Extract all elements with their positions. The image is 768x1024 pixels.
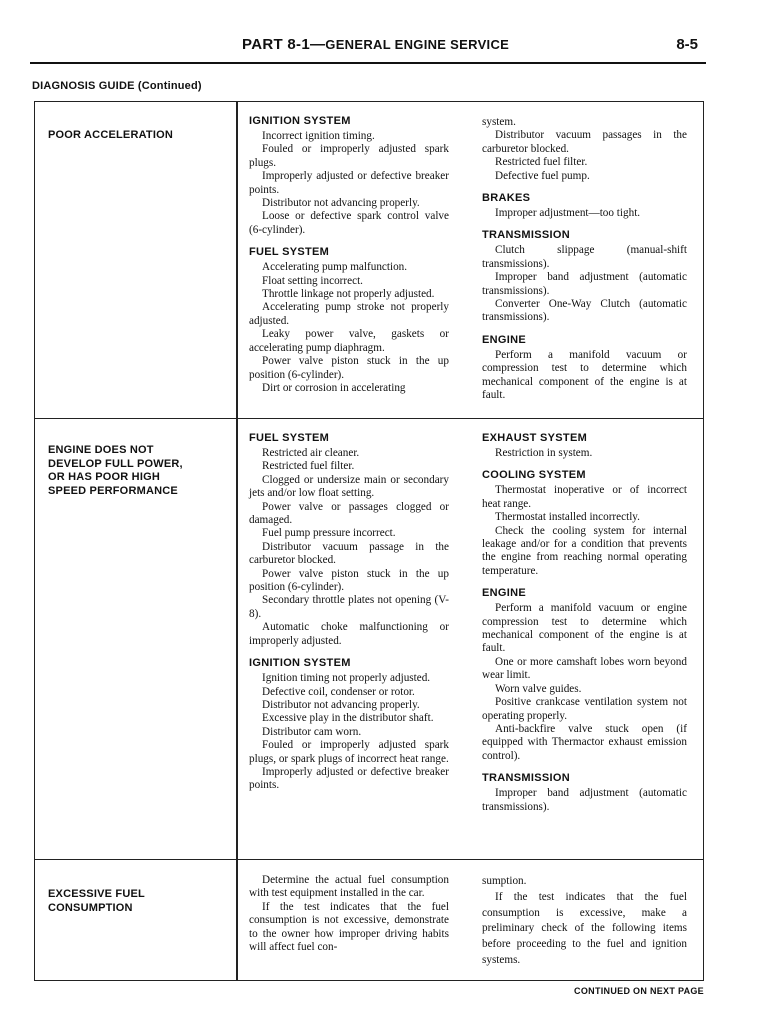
cause-item: Power valve piston stuck in the up position (6-cylinder). [249, 355, 449, 381]
cause-item: One or more camshaft lobes worn beyond wear limit. [482, 655, 687, 682]
cause-item: Perform a manifold vacuum or compression test to determine which mechanical component of the engine is at fault. [482, 348, 687, 402]
cause-item: Distributor cam worn. [262, 725, 362, 738]
header-rule [30, 62, 706, 64]
cause-item: Restricted air cleaner. [262, 447, 360, 459]
cause-group [249, 431, 449, 648]
cause-item: Clogged or undersize main or secondary jets and/or low float setting. [249, 473, 449, 500]
cause-item: Distributor not advancing properly. [262, 698, 420, 711]
condition-line: DEVELOP FULL POWER, [48, 457, 183, 470]
cause-item: Distributor vacuum passages in the carburetor blocked. [482, 129, 687, 155]
cause-item: Leaky power valve, gaskets or accelerating pump diaphragm. [249, 328, 449, 354]
cause-item: Power valve or passages clogged or damaged. [249, 500, 449, 527]
cause-item: Throttle linkage not properly adjusted. [262, 288, 435, 301]
cause-group [482, 333, 687, 403]
cause-item: Accelerating pump stroke not properly adjusted. [249, 301, 449, 327]
continued-note: CONTINUED ON NEXT PAGE [574, 986, 704, 996]
cause-item: Float setting incorrect. [262, 274, 363, 287]
condition-line: SPEED PERFORMANCE [48, 484, 178, 497]
cause-column-right [482, 116, 687, 411]
cause-column-left [249, 874, 449, 962]
cause-item: Dirt or corrosion in accelerating [262, 381, 406, 394]
cause-item: Secondary throttle plates not opening (V-8). [249, 594, 449, 620]
cause-group [482, 431, 687, 460]
cause-column-left [249, 431, 449, 801]
cause-item: Determine the actual fuel consumption with test equipment installed in the car. [249, 874, 449, 900]
cause-item: Power valve piston stuck in the up position (6-cylinder). [249, 567, 449, 594]
condition-cell [48, 129, 223, 143]
cause-item: Loose or defective spark control valve (6-cylinder). [249, 210, 449, 236]
cause-item: Anti-backfire valve stuck open (if equipped with Thermactor exhaust emission control). [482, 722, 687, 762]
cause-group [249, 656, 449, 793]
group-heading: IGNITION SYSTEM [249, 657, 351, 670]
diagnosis-row-fuel-consumption [35, 860, 703, 982]
group-heading: TRANSMISSION [482, 772, 570, 785]
cause-item: Improperly adjusted or defective breaker points. [249, 765, 449, 792]
cause-group [482, 191, 687, 220]
group-heading: ENGINE [482, 333, 526, 346]
cause-item: Thermostat inoperative or of incorrect heat range. [482, 484, 687, 510]
cause-item: Distributor not advancing properly. [262, 197, 420, 210]
cause-group [482, 468, 687, 578]
group-heading: FUEL SYSTEM [249, 246, 330, 259]
cause-item: Restricted fuel filter. [495, 156, 588, 169]
cause-item: Improperly adjusted or defective breaker points. [249, 170, 449, 196]
part-number: PART 8-1 [242, 36, 310, 53]
condition-line: CONSUMPTION [48, 901, 133, 914]
cause-column-left [249, 114, 449, 403]
page-number: 8-5 [676, 36, 698, 53]
page-header [0, 36, 768, 60]
diagnosis-table [34, 101, 704, 981]
section-title: DIAGNOSIS GUIDE (Continued) [32, 80, 202, 92]
cause-group [482, 771, 687, 814]
cause-group [249, 245, 449, 395]
condition-line: ENGINE DOES NOT [48, 444, 154, 456]
cause-item: Ignition timing not properly adjusted. [262, 672, 431, 685]
condition-line: EXCESSIVE FUEL [48, 888, 145, 900]
cause-column-right [482, 431, 687, 822]
cause-item: Restricted fuel filter. [262, 460, 355, 473]
condition-line: OR HAS POOR HIGH [48, 471, 160, 483]
group-heading: IGNITION SYSTEM [249, 115, 351, 127]
continued-text: system. [482, 116, 516, 128]
page-title [242, 36, 509, 53]
cause-group [482, 228, 687, 324]
cause-item: Defective fuel pump. [495, 169, 590, 182]
cause-item: If the test indicates that the fuel consumption is excessive, make a preliminary check of the following items before proceeding to the fuel and ignition systems. [482, 890, 687, 966]
cause-item: Converter One-Way Clutch (automatic transmissions). [482, 298, 687, 324]
group-heading: FUEL SYSTEM [249, 432, 330, 444]
continued-text: sumption. [482, 875, 527, 887]
cause-item: Automatic choke malfunctioning or improperly adjusted. [249, 621, 449, 647]
cause-group [249, 874, 449, 954]
cause-group [482, 586, 687, 763]
cause-item: Worn valve guides. [495, 682, 582, 695]
group-heading: BRAKES [482, 192, 531, 205]
cause-item: Fouled or improperly adjusted spark plugs. [249, 143, 449, 169]
cause-item: If the test indicates that the fuel consumption is not excessive, demonstrate to the owner how improper driving habits will affect fuel con- [249, 900, 449, 954]
cause-item: Excessive play in the distributor shaft. [262, 712, 434, 725]
cause-item: Restriction in system. [495, 447, 593, 459]
cause-item: Accelerating pump malfunction. [262, 261, 408, 274]
diagnosis-row-poor-power [35, 419, 703, 860]
condition-cell [48, 888, 223, 915]
cause-group [249, 114, 449, 237]
cause-item: Perform a manifold vacuum or engine compression test to determine which mechanical component of the engine is at fault. [482, 602, 687, 655]
group-heading: EXHAUST SYSTEM [482, 432, 588, 444]
cause-item: Positive crankcase ventilation system not operating properly. [482, 696, 687, 722]
cause-item: Thermostat installed incorrectly. [495, 511, 640, 524]
cause-item: Improper adjustment—too tight. [495, 207, 641, 220]
group-heading: TRANSMISSION [482, 229, 570, 242]
cause-column-right [482, 874, 687, 977]
cause-group [482, 129, 687, 183]
group-heading: ENGINE [482, 587, 526, 600]
cause-item: Incorrect ignition timing. [262, 130, 375, 142]
cause-item: Check the cooling system for internal leakage and/or for a condition that prevents the engine from reaching normal operating temperature. [482, 524, 687, 577]
cause-item: Defective coil, condenser or rotor. [262, 685, 415, 698]
part-title: GENERAL ENGINE SERVICE [325, 37, 510, 52]
cause-item: Clutch slippage (manual-shift transmissions). [482, 244, 687, 270]
group-heading: COOLING SYSTEM [482, 469, 586, 482]
cause-item: Improper band adjustment (automatic transmissions). [482, 787, 687, 813]
cause-item: Distributor vacuum passage in the carburetor blocked. [249, 540, 449, 567]
cause-group [482, 890, 687, 969]
diagnosis-row-poor-acceleration [35, 102, 703, 419]
title-dash: — [309, 36, 326, 53]
condition-cell [48, 444, 223, 498]
cause-item: Improper band adjustment (automatic transmissions). [482, 271, 687, 297]
condition-line: POOR ACCELERATION [48, 129, 174, 141]
cause-item: Fouled or improperly adjusted spark plugs, or spark plugs of incorrect heat range. [249, 739, 449, 765]
cause-item: Fuel pump pressure incorrect. [262, 527, 396, 540]
